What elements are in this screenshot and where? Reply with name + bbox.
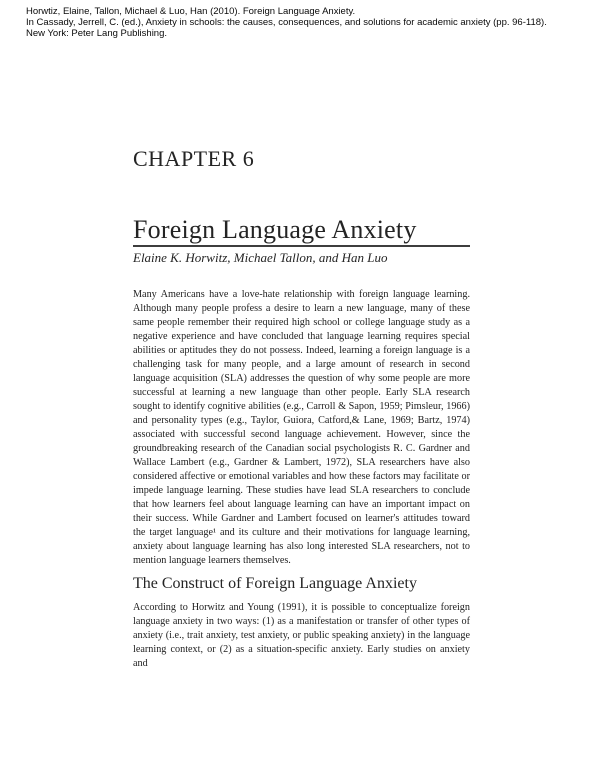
body-text — [133, 288, 470, 671]
chapter-label: CHAPTER 6 — [133, 146, 255, 171]
citation-header — [26, 7, 547, 39]
section-heading: The Construct of Foreign Language Anxiety — [133, 575, 417, 592]
citation-line-3: New York: Peter Lang Publishing. — [26, 27, 168, 39]
byline: Elaine K. Horwitz, Michael Tallon, and Han Luo — [133, 250, 388, 265]
page-title: Foreign Language Anxiety — [133, 215, 417, 244]
paragraph-construct: According to Horwitz and Young (1991), it is possible to conceptualize foreign language anxiety in two ways: (1) as a manifestation or transfer of other types of anxiety (i.e., trait anxiety, test anxiety, or public speaking anxiety) in the language learning context, or (2) as a situation-specific anxiety. Early studies on anxiety and — [133, 602, 470, 669]
citation-line-2: In Cassady, Jerrell, C. (ed.), Anxiety in schools: the causes, consequences, and solutions for academic anxiety (pp. 96-118). — [26, 16, 547, 28]
citation-line-1: Horwtiz, Elaine, Tallon, Michael & Luo, Han (2010). Foreign Language Anxiety. — [26, 6, 356, 17]
paragraph-intro: Many Americans have a love-hate relationship with foreign language learning. Although many people profess a desire to learn a new language, many of these same people remember their required high school or college language study as a negative experience and have concluded that language learning requires special abilities or aptitudes they do not possess. Indeed, learning a foreign language is a challenging task for many people, and a large amount of research in second language acquisition (SLA) addresses the question of why some people are more successful at learning a new language than other people. Early SLA research sought to identify cognitive abilities (e.g., Carroll & Sapon, 1959; Pimsleur, 1966) and personality types (e.g., Taylor, Guiora, Catford,& Lane, 1969; Bartz, 1974) associated with successful second language achievement. However, since the groundbreaking research of the Canadian social psychologists R. C. Gardner and Wallace Lambert (e.g., Gardner & Lambert, 1972), SLA researchers have also considered affective or emotional variables and how these factors may facilitate or impede language learning. These studies have lead SLA researchers to conclude that how learners feel about language learning can have an important impact on their success. While Gardner and Lambert focused on learner's attitudes toward the target language¹ and its culture and their motivations for language learning, anxiety about language learning has also long interested SLA researchers, not to mention language learners themselves. — [133, 289, 470, 566]
title-rule — [133, 245, 470, 247]
